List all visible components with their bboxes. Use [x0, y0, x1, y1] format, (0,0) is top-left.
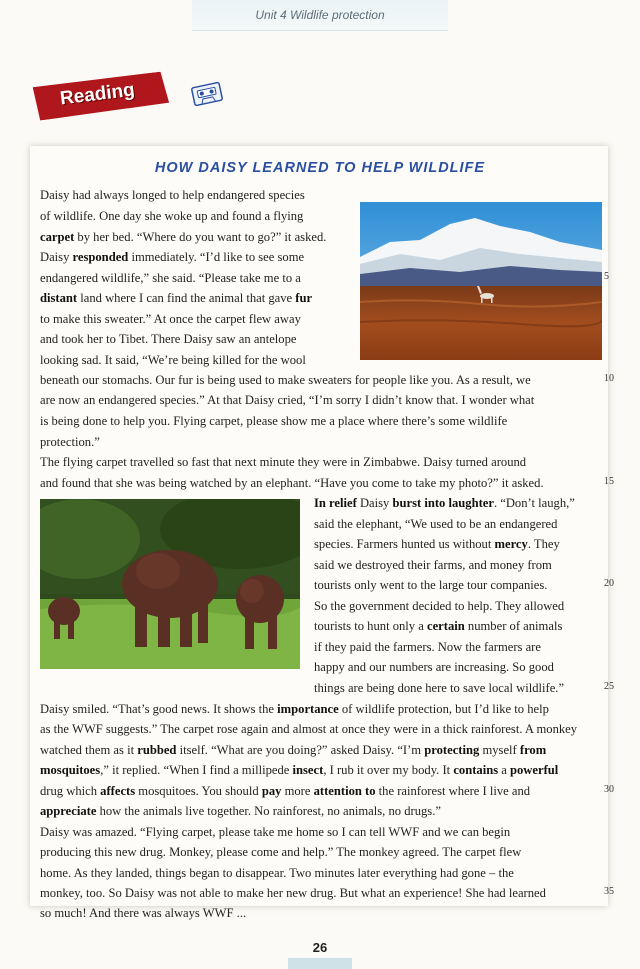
text-run: how the animals live together. No rainforest, no animals, no drugs.”	[96, 804, 441, 818]
bold-word: distant	[40, 291, 78, 305]
text-run: things are being done here to save local wildlife.”	[314, 681, 565, 695]
line-number: 35	[604, 886, 614, 897]
bold-word: rubbed	[137, 743, 177, 757]
story-line	[40, 721, 577, 737]
elephants-photo	[40, 499, 300, 669]
text-run: tourists only went to the large tour companies.	[314, 578, 548, 592]
story-line	[40, 742, 546, 758]
text-run: are now an endangered species.” At that Daisy cried, “I’m sorry I didn’t know that. I wonder what	[40, 393, 535, 407]
story-title: HOW DAISY LEARNED TO HELP WILDLIFE	[154, 160, 486, 176]
text-run: ,” it replied. “When I find a millipede	[100, 763, 293, 777]
bold-word: contains	[453, 763, 499, 777]
story-line	[40, 475, 544, 491]
story-line	[40, 392, 534, 408]
bold-word: certain	[427, 619, 465, 633]
text-run: Daisy	[356, 496, 393, 510]
text-run: as the WWF suggests.” The carpet rose again and almost at once they were in a thick rainforest. A monkey	[40, 722, 578, 736]
bold-word: pay	[261, 784, 282, 798]
text-run: . “Don’t laugh,”	[493, 496, 575, 510]
text-run: itself. “What are you doing?” asked Daisy. “I’m	[176, 743, 425, 757]
line-number: 15	[604, 476, 614, 487]
text-run: number of animals	[464, 619, 563, 633]
story-line	[40, 701, 549, 717]
text-run: species. Farmers hunted us without	[314, 537, 495, 551]
bold-word: burst into laughter	[392, 496, 494, 510]
text-run: Daisy smiled. “That’s good news. It shows the	[40, 702, 278, 716]
story-line	[40, 208, 303, 224]
text-run: said the elephant, “We used to be an endangered	[314, 517, 558, 531]
story-line	[40, 249, 304, 265]
text-run: to make this sweater.” At once the carpet flew away	[40, 312, 301, 326]
story-line	[40, 803, 441, 819]
story-line	[314, 516, 557, 532]
text-run: beneath our stomachs. Our fur is being used to make sweaters for people like you. As a result, we	[40, 373, 531, 387]
story-line	[40, 454, 526, 470]
story-line	[40, 824, 510, 840]
text-run: said we destroyed their farms, and money from	[314, 558, 552, 572]
text-run: of wildlife. One day she woke up and found a flying	[40, 209, 304, 223]
bold-word: fur	[295, 291, 313, 305]
text-run: watched them as it	[40, 743, 138, 757]
text-run: Daisy was amazed. “Flying carpet, please take me home so I can tell WWF and we can begin	[40, 825, 511, 839]
text-run: myself	[479, 743, 520, 757]
text-run: if they paid the farmers. Now the farmers are	[314, 640, 541, 654]
text-run: looking sad. It said, “We’re being killed for the wool	[40, 353, 306, 367]
bold-word: from	[519, 743, 547, 757]
story-line	[40, 844, 521, 860]
text-run: , I rub it over my body. It	[323, 763, 454, 777]
story-line	[40, 352, 306, 368]
story-line	[40, 311, 301, 327]
line-number: 25	[604, 681, 614, 692]
text-run: more	[281, 784, 314, 798]
story-line	[314, 680, 564, 696]
bold-word: protecting	[424, 743, 480, 757]
story-line	[40, 885, 546, 901]
text-run: happy and our numbers are increasing. So good	[314, 660, 554, 674]
bold-word: carpet	[40, 230, 75, 244]
text-run: tourists to hunt only a	[314, 619, 427, 633]
bold-word: insect	[292, 763, 324, 777]
reading-label: Reading	[58, 79, 136, 110]
bold-word: importance	[277, 702, 339, 716]
story-line	[40, 372, 531, 388]
story-line	[40, 229, 326, 245]
story-line	[314, 577, 547, 593]
text-run: the rainforest where I live and	[375, 784, 531, 798]
bold-word: attention to	[313, 784, 376, 798]
text-run: land where I can find the animal that gave	[77, 291, 296, 305]
story-line	[40, 270, 301, 286]
text-run: Daisy	[40, 250, 73, 264]
unit-title: Unit 4 Wildlife protection	[255, 8, 385, 22]
text-run: home. As they landed, things began to disappear. Two minutes later everything had gone – the	[40, 866, 514, 880]
story-line	[40, 331, 297, 347]
story-line	[40, 187, 305, 203]
line-number: 10	[604, 373, 614, 384]
story-line	[40, 905, 246, 921]
story-line	[40, 434, 100, 450]
story-line	[314, 618, 562, 634]
text-run: The flying carpet travelled so fast that next minute they were in Zimbabwe. Daisy turned around	[40, 455, 527, 469]
text-run: a	[498, 763, 510, 777]
text-run: . They	[527, 537, 560, 551]
text-run: immediately. “I’d like to see some	[128, 250, 305, 264]
story-line	[40, 413, 507, 429]
story-line	[40, 290, 312, 306]
bold-word: mosquitoes	[40, 763, 101, 777]
bold-word: In relief	[314, 496, 357, 510]
story-line	[40, 865, 514, 881]
bold-word: responded	[72, 250, 129, 264]
text-run: and took her to Tibet. There Daisy saw an antelope	[40, 332, 297, 346]
text-run: is being done to help you. Flying carpet, please show me a place where there’s some wildlife	[40, 414, 508, 428]
text-run: producing this new drug. Monkey, please come and help.” The monkey agreed. The carpet flew	[40, 845, 522, 859]
text-run: Daisy had always longed to help endangered species	[40, 188, 305, 202]
text-run: protection.”	[40, 435, 100, 449]
story-line	[314, 659, 554, 675]
text-run: by her bed. “Where do you want to go?” it asked.	[74, 230, 327, 244]
story-line	[314, 536, 560, 552]
text-run: of wildlife protection, but I’d like to help	[338, 702, 549, 716]
text-run: so much! And there was always WWF ...	[40, 906, 247, 920]
page-number: 26	[312, 940, 328, 955]
text-run: endangered wildlife,” she said. “Please take me to a	[40, 271, 301, 285]
cassette-icon[interactable]	[190, 81, 224, 107]
line-number: 5	[604, 271, 609, 282]
bold-word: affects	[100, 784, 136, 798]
story-line	[40, 762, 558, 778]
text-run: monkey, too. So Daisy was not able to make her new drug. But what an experience! She had learned	[40, 886, 546, 900]
text-run: mosquitoes. You should	[135, 784, 262, 798]
story-line	[314, 495, 575, 511]
line-number: 20	[604, 578, 614, 589]
story-line	[314, 639, 541, 655]
line-number: 30	[604, 784, 614, 795]
bold-word: mercy	[494, 537, 528, 551]
tibet-antelope-photo	[360, 202, 602, 360]
bold-word: powerful	[510, 763, 559, 777]
text-run: drug which	[40, 784, 101, 798]
bold-word: appreciate	[40, 804, 97, 818]
story-line	[40, 783, 530, 799]
page-number-bar	[288, 958, 352, 969]
story-line	[314, 557, 552, 573]
text-run: So the government decided to help. They allowed	[314, 599, 565, 613]
story-line	[314, 598, 564, 614]
text-run: and found that she was being watched by an elephant. “Have you come to take my photo?” it asked.	[40, 476, 544, 490]
